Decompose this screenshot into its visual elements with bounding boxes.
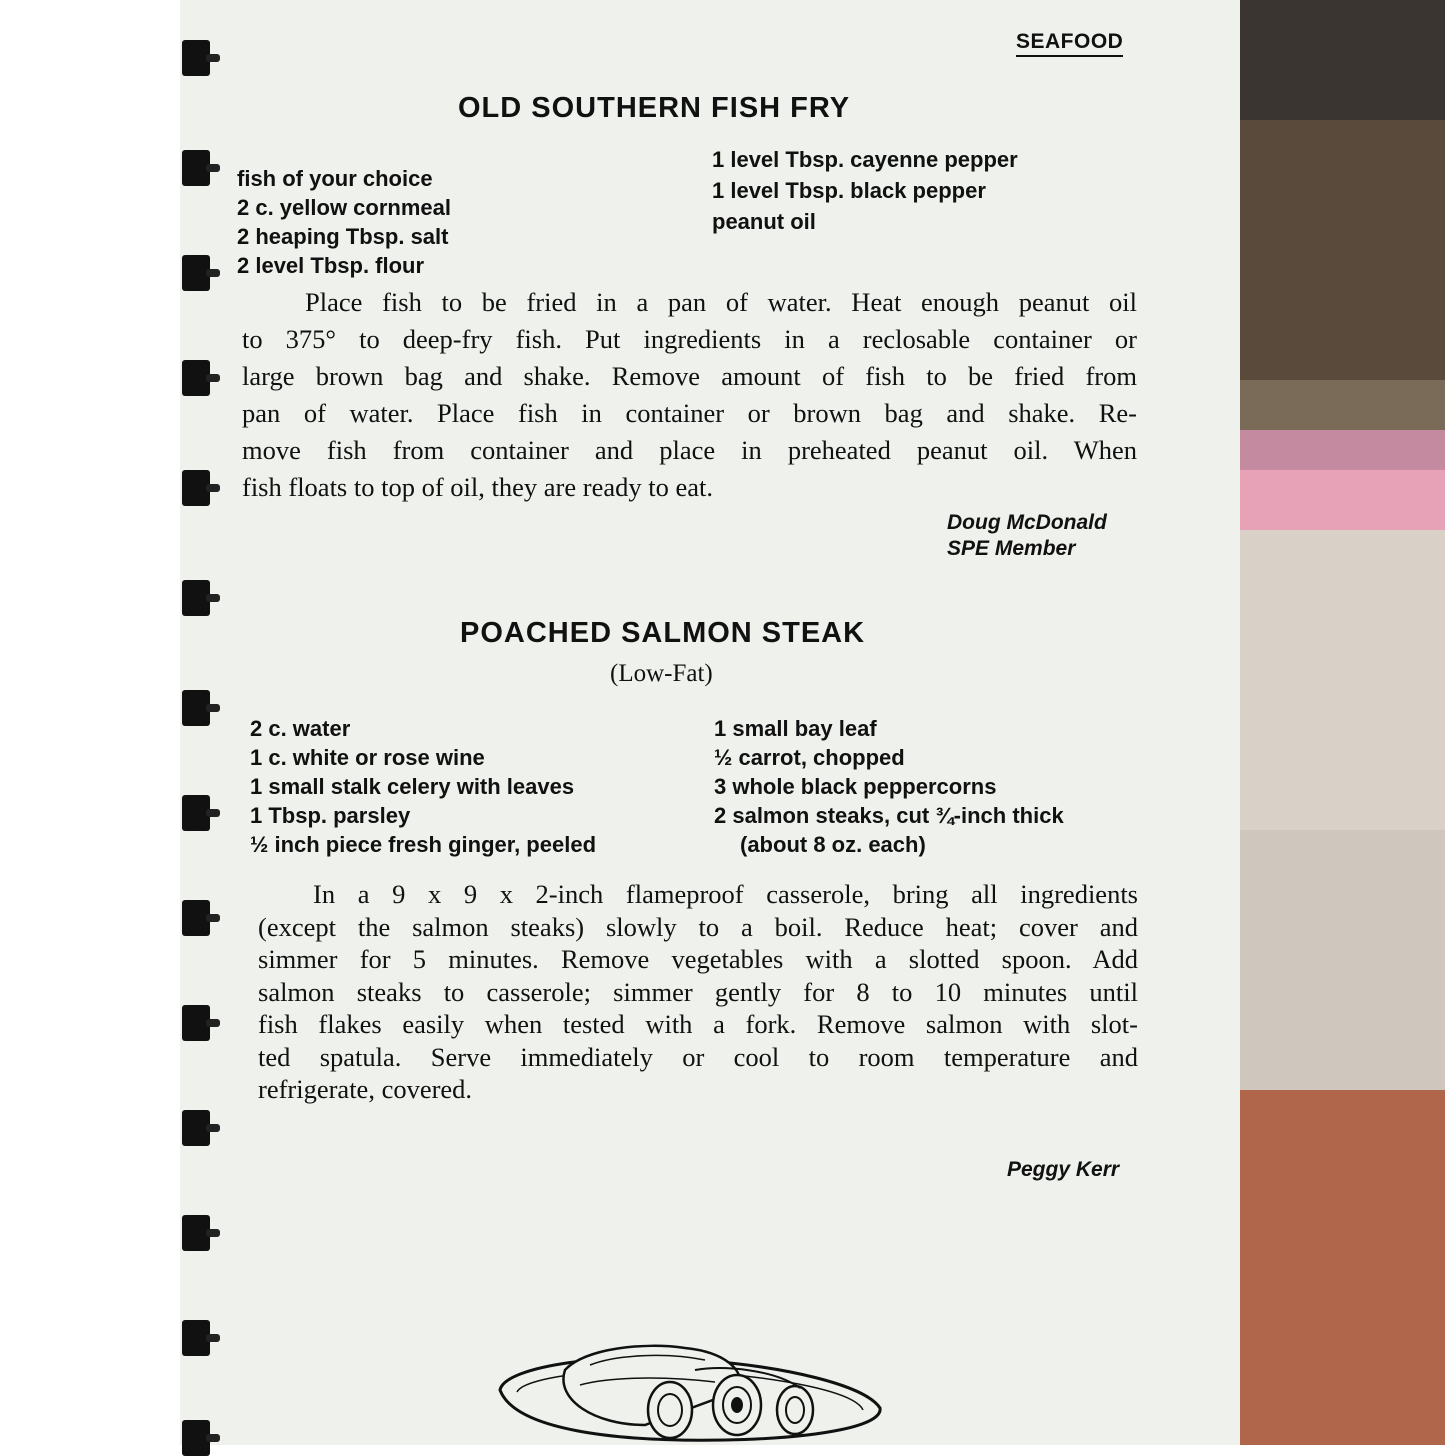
recipe-title: OLD SOUTHERN FISH FRY <box>458 92 851 124</box>
binding-ring <box>182 360 210 396</box>
ingredient: 2 c. yellow cornmeal <box>237 195 451 220</box>
ingredients-right <box>714 714 1064 859</box>
author-name: Doug McDonald <box>947 511 1107 534</box>
directions-line: refrigerate, covered. <box>258 1074 473 1104</box>
binding-ring <box>182 255 210 291</box>
directions-line: ted spatula. Serve immediately or cool to room temperature and <box>258 1041 1138 1072</box>
ingredient: 2 heaping Tbsp. salt <box>237 224 449 249</box>
binding-ring <box>182 1110 210 1146</box>
recipe-title: POACHED SALMON STEAK <box>460 617 866 649</box>
recipe-author <box>947 510 1107 562</box>
recipe-directions <box>258 878 1138 1106</box>
directions-line: In a 9 x 9 x 2-inch flameproof casserole, bring all ingredients <box>313 879 1138 909</box>
ingredient: fish of your choice <box>237 166 433 191</box>
ingredients-left <box>237 164 451 280</box>
directions-line: simmer for 5 minutes. Remove vegetables with a slotted spoon. Add <box>258 944 1138 974</box>
background-desk <box>1240 0 1445 1445</box>
binding-ring <box>182 1320 210 1356</box>
directions-line: (except the salmon steaks) slowly to a boil. Reduce heat; cover and <box>258 911 1138 942</box>
ingredient: ½ inch piece fresh ginger, peeled <box>250 832 597 857</box>
author-note: SPE Member <box>947 537 1076 560</box>
recipe-directions <box>242 284 1137 506</box>
binding-ring <box>182 1420 210 1456</box>
ingredient: 3 whole black peppercorns <box>714 774 997 799</box>
ingredient: 2 level Tbsp. flour <box>237 253 425 278</box>
directions-line: move fish from container and place in preheated peanut oil. When <box>242 435 1137 465</box>
directions-line: fish flakes easily when tested with a fork. Remove salmon with slot- <box>258 1009 1138 1039</box>
ingredient: 1 Tbsp. parsley <box>250 803 411 828</box>
binding-ring <box>182 150 210 186</box>
cookbook-page <box>180 0 1240 1445</box>
ingredient: 1 level Tbsp. cayenne pepper <box>712 147 1018 172</box>
ingredient: 1 small stalk celery with leaves <box>250 774 575 799</box>
binding-ring <box>182 1005 210 1041</box>
ingredient: 1 c. white or rose wine <box>250 745 485 770</box>
ingredients-right <box>712 144 1018 237</box>
ingredients-left <box>250 714 596 859</box>
binding-ring <box>182 470 210 506</box>
section-header: SEAFOOD <box>1016 30 1123 57</box>
binding-ring <box>182 1215 210 1251</box>
directions-line: Place fish to be fried in a pan of water. Heat enough peanut oil <box>305 287 1137 317</box>
binding-ring <box>182 900 210 936</box>
binding-ring <box>182 795 210 831</box>
directions-line: salmon steaks to casserole; simmer gently for 8 to 10 minutes until <box>258 976 1138 1007</box>
ingredient: 1 level Tbsp. black pepper <box>712 178 986 203</box>
author-name: Peggy Kerr <box>1007 1158 1120 1181</box>
ingredient: ½ carrot, chopped <box>714 745 905 770</box>
ingredient: 2 salmon steaks, cut ¾-inch thick <box>714 803 1064 828</box>
ingredient: 2 c. water <box>250 716 351 741</box>
ingredient: 1 small bay leaf <box>714 716 877 741</box>
directions-line: fish floats to top of oil, they are ready to eat. <box>242 472 713 502</box>
directions-line: to 375° to deep-fry fish. Put ingredients in a reclosable container or <box>242 324 1137 354</box>
binding-ring <box>182 40 210 76</box>
binding-ring <box>182 580 210 616</box>
fish-rolls-on-platter-icon <box>495 1330 885 1445</box>
ingredient: (about 8 oz. each) <box>740 832 926 857</box>
directions-line: large brown bag and shake. Remove amount of fish to be fried from <box>242 361 1137 391</box>
spiral-binding <box>180 0 240 1445</box>
recipe-subtitle: (Low-Fat) <box>610 660 713 687</box>
directions-line: pan of water. Place fish in container or brown bag and shake. Re- <box>242 398 1137 428</box>
binding-ring <box>182 690 210 726</box>
ingredient: peanut oil <box>712 209 816 234</box>
